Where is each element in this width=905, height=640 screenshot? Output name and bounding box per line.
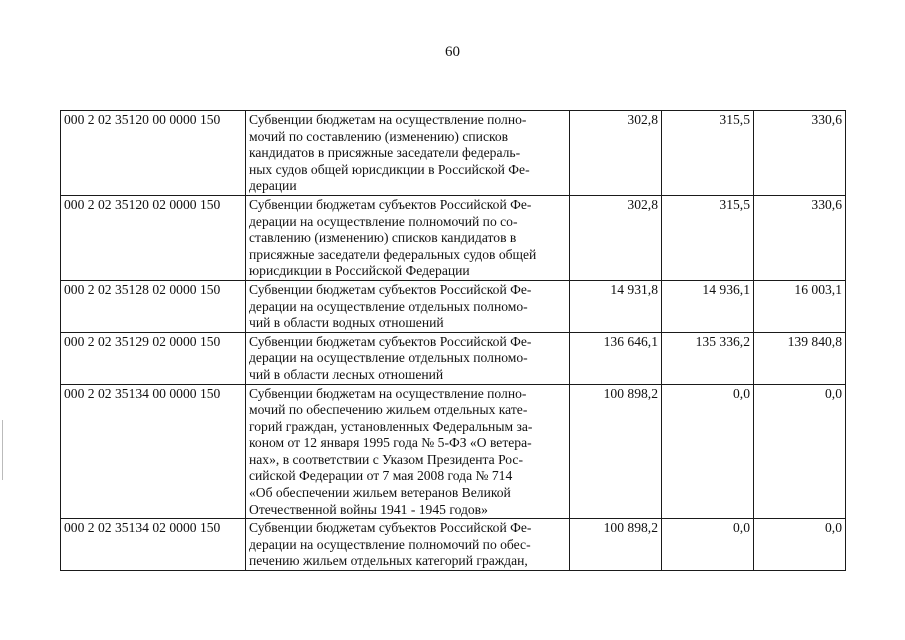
description-line: сийской Федерации от 7 мая 2008 года № 714 bbox=[249, 468, 513, 484]
amount-cell: 302,8 bbox=[570, 111, 662, 196]
description-line: Субвенции бюджетам субъектов Российской Фе- bbox=[249, 333, 532, 349]
amount-cell: 14 936,1 bbox=[662, 280, 754, 332]
description-cell bbox=[246, 111, 570, 196]
description-cell bbox=[246, 332, 570, 384]
amount-cell: 100 898,2 bbox=[570, 519, 662, 571]
description-line: дерации bbox=[249, 178, 297, 194]
table-row bbox=[61, 280, 846, 332]
description-line: дерации на осуществление отдельных полномо- bbox=[249, 350, 528, 366]
description-line: Субвенции бюджетам субъектов Российской Фе- bbox=[249, 281, 532, 297]
table-row bbox=[61, 111, 846, 196]
description-line: юрисдикции в Российской Федерации bbox=[249, 263, 470, 279]
description-line: горий граждан, установленных Федеральным за- bbox=[249, 418, 533, 434]
description-line: мочий по обеспечению жильем отдельных кате- bbox=[249, 402, 528, 418]
description-line: кандидатов в присяжные заседатели федераль- bbox=[249, 145, 521, 161]
description-line: чий в области водных отношений bbox=[249, 315, 444, 331]
amount-cell: 315,5 bbox=[662, 195, 754, 280]
amount-cell: 14 931,8 bbox=[570, 280, 662, 332]
description-line: «Об обеспечении жильем ветеранов Великой bbox=[249, 485, 511, 501]
amount-cell: 330,6 bbox=[754, 111, 846, 196]
amount-cell: 139 840,8 bbox=[754, 332, 846, 384]
table-row bbox=[61, 195, 846, 280]
budget-table bbox=[60, 110, 846, 571]
budget-code-cell: 000 2 02 35129 02 0000 150 bbox=[61, 332, 246, 384]
amount-cell: 315,5 bbox=[662, 111, 754, 196]
description-cell bbox=[246, 195, 570, 280]
description-line: мочий по составлению (изменению) списков bbox=[249, 128, 509, 144]
description-cell bbox=[246, 384, 570, 519]
table-row bbox=[61, 519, 846, 571]
table-row bbox=[61, 332, 846, 384]
budget-table-body bbox=[61, 111, 846, 571]
budget-code-cell: 000 2 02 35134 02 0000 150 bbox=[61, 519, 246, 571]
scan-edge-mark bbox=[2, 420, 3, 480]
description-line: ных судов общей юрисдикции в Российской Фе- bbox=[249, 161, 530, 177]
table-row bbox=[61, 384, 846, 519]
description-line: Субвенции бюджетам субъектов Российской Фе- bbox=[249, 196, 532, 212]
description-line: Субвенции бюджетам субъектов Российской Фе- bbox=[249, 520, 532, 536]
budget-code-cell: 000 2 02 35120 02 0000 150 bbox=[61, 195, 246, 280]
amount-cell: 330,6 bbox=[754, 195, 846, 280]
description-cell bbox=[246, 519, 570, 571]
description-line: Отечественной войны 1941 - 1945 годов» bbox=[249, 501, 488, 517]
amount-cell: 302,8 bbox=[570, 195, 662, 280]
description-line: дерации на осуществление полномочий по обес- bbox=[249, 536, 531, 552]
description-line: присяжные заседатели федеральных судов общей bbox=[249, 246, 537, 262]
budget-code-cell: 000 2 02 35134 00 0000 150 bbox=[61, 384, 246, 519]
description-line: Субвенции бюджетам на осуществление полно- bbox=[249, 385, 527, 401]
description-line: нах», в соответствии с Указом Президента Рос- bbox=[249, 451, 523, 467]
description-line: печению жильем отдельных категорий граждан, bbox=[249, 553, 528, 569]
budget-code-cell: 000 2 02 35128 02 0000 150 bbox=[61, 280, 246, 332]
amount-cell: 136 646,1 bbox=[570, 332, 662, 384]
budget-code-cell: 000 2 02 35120 00 0000 150 bbox=[61, 111, 246, 196]
description-line: чий в области лесных отношений bbox=[249, 366, 444, 382]
amount-cell: 16 003,1 bbox=[754, 280, 846, 332]
amount-cell: 0,0 bbox=[754, 384, 846, 519]
description-line: дерации на осуществление полномочий по со- bbox=[249, 213, 518, 229]
description-cell bbox=[246, 280, 570, 332]
description-line: дерации на осуществление отдельных полномо- bbox=[249, 298, 528, 314]
amount-cell: 0,0 bbox=[662, 384, 754, 519]
description-line: коном от 12 января 1995 года № 5-ФЗ «О ветера- bbox=[249, 435, 532, 451]
amount-cell: 0,0 bbox=[754, 519, 846, 571]
amount-cell: 100 898,2 bbox=[570, 384, 662, 519]
description-line: Субвенции бюджетам на осуществление полно- bbox=[249, 112, 527, 127]
page-number: 60 bbox=[445, 44, 460, 60]
amount-cell: 135 336,2 bbox=[662, 332, 754, 384]
amount-cell: 0,0 bbox=[662, 519, 754, 571]
description-line: ставлению (изменению) списков кандидатов в bbox=[249, 230, 517, 246]
